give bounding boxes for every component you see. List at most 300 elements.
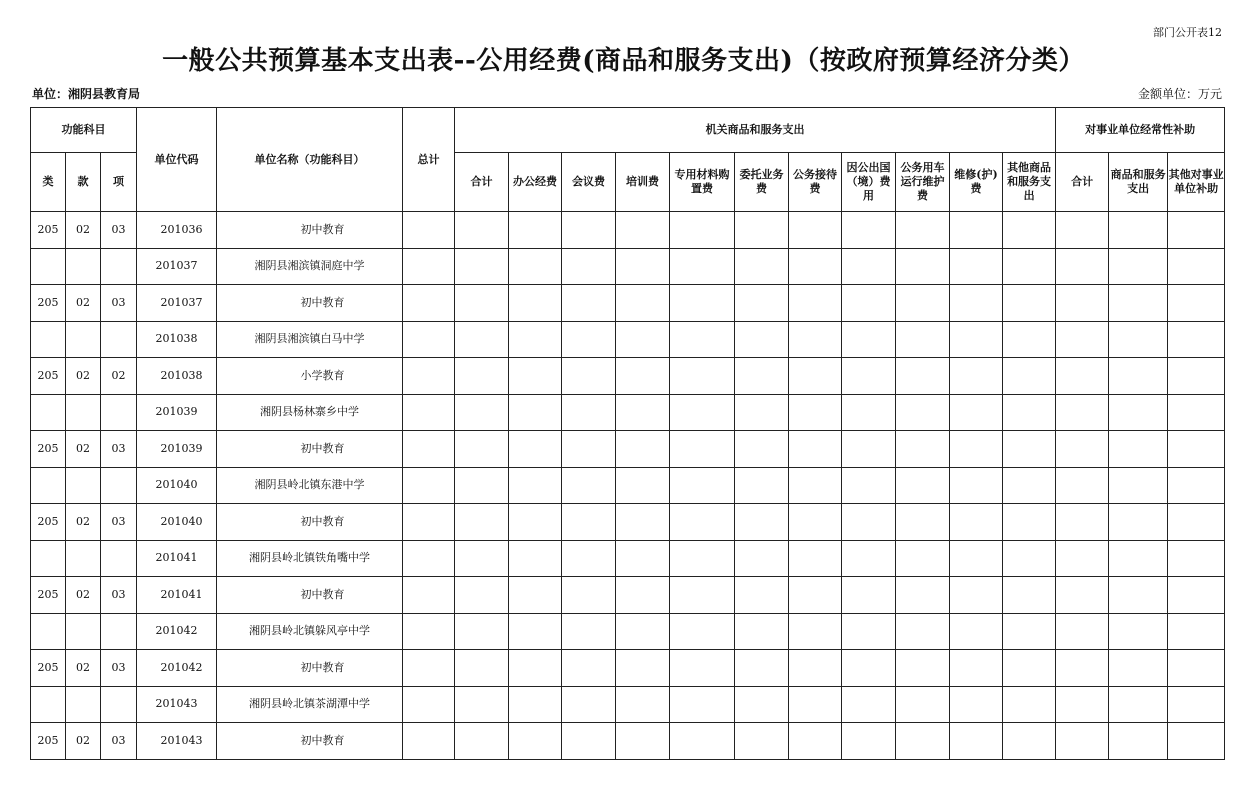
cell-amount [735, 248, 789, 285]
cell-amount [403, 431, 455, 468]
cell-unit-name: 初中教育 [217, 723, 403, 760]
cell-amount [509, 504, 562, 541]
cell-xiang: 03 [101, 285, 137, 322]
header-agency-col: 会议费 [562, 153, 616, 212]
cell-amount [789, 394, 842, 431]
cell-xiang [101, 540, 137, 577]
cell-unit-code: 201039 [137, 431, 217, 468]
cell-amount [1056, 504, 1109, 541]
cell-kuan: 02 [66, 577, 101, 614]
table-row [31, 358, 1225, 395]
cell-amount [842, 540, 896, 577]
cell-amount [403, 686, 455, 723]
cell-amount [509, 212, 562, 249]
cell-amount [842, 321, 896, 358]
cell-amount [735, 394, 789, 431]
cell-amount [1003, 321, 1056, 358]
cell-amount [842, 212, 896, 249]
cell-kuan: 02 [66, 723, 101, 760]
cell-amount [896, 358, 950, 395]
cell-amount [896, 321, 950, 358]
cell-amount [562, 467, 616, 504]
header-unit-name: 单位名称（功能科目） [217, 108, 403, 212]
header-agency-col: 公务用车运行维护费 [896, 153, 950, 212]
table-row [31, 212, 1225, 249]
cell-kuan [66, 321, 101, 358]
cell-amount [735, 723, 789, 760]
cell-amount [789, 467, 842, 504]
cell-amount [1109, 540, 1168, 577]
cell-amount [1003, 248, 1056, 285]
cell-amount [1056, 540, 1109, 577]
cell-amount [616, 650, 670, 687]
cell-amount [950, 540, 1003, 577]
cell-amount [562, 540, 616, 577]
cell-amount [509, 540, 562, 577]
cell-amount [842, 285, 896, 322]
cell-amount [950, 358, 1003, 395]
cell-amount [789, 650, 842, 687]
cell-amount [403, 285, 455, 322]
cell-amount [842, 504, 896, 541]
header-agency-col: 委托业务费 [735, 153, 789, 212]
cell-amount [896, 431, 950, 468]
cell-amount [616, 248, 670, 285]
header-agency-col: 其他商品和服务支出 [1003, 153, 1056, 212]
table-row [31, 504, 1225, 541]
cell-unit-code: 201043 [137, 686, 217, 723]
header-function-subject: 功能科目 [31, 108, 137, 153]
cell-unit-code: 201043 [137, 723, 217, 760]
cell-lei: 205 [31, 504, 66, 541]
cell-amount [670, 577, 735, 614]
cell-amount [455, 577, 509, 614]
cell-amount [789, 504, 842, 541]
cell-xiang: 03 [101, 650, 137, 687]
cell-amount [1003, 613, 1056, 650]
money-unit: 金额单位：万元 [1137, 87, 1222, 101]
cell-amount [455, 394, 509, 431]
cell-xiang: 03 [101, 577, 137, 614]
cell-amount [842, 467, 896, 504]
cell-amount [789, 431, 842, 468]
cell-lei: 205 [31, 650, 66, 687]
cell-amount [562, 285, 616, 322]
header-agency-col: 公务接待费 [789, 153, 842, 212]
cell-kuan: 02 [66, 504, 101, 541]
cell-amount [562, 212, 616, 249]
cell-amount [509, 723, 562, 760]
cell-amount [950, 504, 1003, 541]
cell-amount [896, 686, 950, 723]
cell-amount [509, 321, 562, 358]
cell-unit-code: 201037 [137, 285, 217, 322]
cell-amount [1003, 650, 1056, 687]
cell-amount [616, 540, 670, 577]
cell-amount [616, 686, 670, 723]
cell-amount [1003, 723, 1056, 760]
header-subsidy-group: 对事业单位经常性补助 [1056, 108, 1225, 153]
cell-amount [1168, 321, 1225, 358]
cell-amount [1168, 358, 1225, 395]
table-row [31, 686, 1225, 723]
page-title: 一般公共预算基本支出表--公用经费(商品和服务支出)（按政府预算经济分类） [162, 46, 1085, 76]
cell-amount [509, 431, 562, 468]
cell-amount [455, 686, 509, 723]
cell-lei [31, 467, 66, 504]
cell-xiang: 02 [101, 358, 137, 395]
table-row [31, 394, 1225, 431]
cell-amount [562, 358, 616, 395]
cell-xiang [101, 467, 137, 504]
cell-unit-name: 湘阴县杨林寨乡中学 [217, 394, 403, 431]
cell-xiang [101, 613, 137, 650]
header-subsidy-col: 合计 [1056, 153, 1109, 212]
cell-unit-name: 湘阴县岭北镇东港中学 [217, 467, 403, 504]
cell-amount [842, 431, 896, 468]
cell-amount [1168, 650, 1225, 687]
cell-xiang: 03 [101, 723, 137, 760]
cell-amount [1168, 613, 1225, 650]
cell-amount [1109, 723, 1168, 760]
cell-amount [1109, 248, 1168, 285]
cell-amount [1056, 467, 1109, 504]
header-agency-col: 维修(护)费 [950, 153, 1003, 212]
cell-kuan [66, 394, 101, 431]
cell-amount [1168, 467, 1225, 504]
cell-amount [455, 540, 509, 577]
header-xiang: 项 [101, 153, 137, 212]
header-unit-code: 单位代码 [137, 108, 217, 212]
cell-unit-code: 201038 [137, 321, 217, 358]
cell-amount [842, 248, 896, 285]
cell-amount [1109, 394, 1168, 431]
cell-amount [896, 650, 950, 687]
cell-amount [735, 650, 789, 687]
header-agency-col: 办公经费 [509, 153, 562, 212]
cell-amount [896, 394, 950, 431]
cell-lei: 205 [31, 358, 66, 395]
cell-kuan: 02 [66, 431, 101, 468]
cell-unit-code: 201038 [137, 358, 217, 395]
cell-amount [1168, 540, 1225, 577]
cell-unit-name: 初中教育 [217, 431, 403, 468]
cell-amount [403, 394, 455, 431]
cell-amount [1003, 577, 1056, 614]
cell-amount [1168, 686, 1225, 723]
header-agency-col: 专用材料购置费 [670, 153, 735, 212]
cell-amount [1168, 212, 1225, 249]
table-row [31, 613, 1225, 650]
cell-amount [896, 577, 950, 614]
cell-xiang [101, 686, 137, 723]
cell-lei [31, 321, 66, 358]
cell-amount [616, 358, 670, 395]
cell-amount [896, 212, 950, 249]
cell-amount [842, 358, 896, 395]
cell-lei: 205 [31, 723, 66, 760]
cell-amount [455, 723, 509, 760]
cell-amount [1109, 686, 1168, 723]
cell-amount [735, 358, 789, 395]
header-total: 总计 [403, 108, 455, 212]
cell-amount [789, 248, 842, 285]
cell-amount [1168, 723, 1225, 760]
cell-amount [950, 467, 1003, 504]
cell-amount [1109, 212, 1168, 249]
cell-amount [842, 394, 896, 431]
header-kuan: 款 [66, 153, 101, 212]
cell-amount [735, 321, 789, 358]
cell-kuan: 02 [66, 212, 101, 249]
cell-amount [403, 650, 455, 687]
cell-amount [842, 650, 896, 687]
cell-amount [842, 686, 896, 723]
cell-lei: 205 [31, 285, 66, 322]
cell-amount [950, 723, 1003, 760]
cell-amount [403, 321, 455, 358]
cell-amount [735, 212, 789, 249]
cell-amount [455, 504, 509, 541]
cell-amount [455, 212, 509, 249]
cell-unit-name: 湘阴县岭北镇躲风亭中学 [217, 613, 403, 650]
cell-amount [1168, 285, 1225, 322]
cell-amount [735, 504, 789, 541]
cell-amount [1056, 686, 1109, 723]
header-agency-col: 培训费 [616, 153, 670, 212]
cell-amount [403, 358, 455, 395]
header-agency-col: 合计 [455, 153, 509, 212]
cell-amount [896, 467, 950, 504]
cell-amount [1168, 504, 1225, 541]
cell-kuan: 02 [66, 650, 101, 687]
cell-amount [789, 723, 842, 760]
header-lei: 类 [31, 153, 66, 212]
cell-kuan [66, 540, 101, 577]
cell-kuan [66, 467, 101, 504]
cell-amount [403, 504, 455, 541]
table-row [31, 723, 1225, 760]
cell-xiang: 03 [101, 431, 137, 468]
cell-amount [1003, 285, 1056, 322]
cell-amount [950, 431, 1003, 468]
cell-lei [31, 540, 66, 577]
cell-unit-code: 201041 [137, 577, 217, 614]
cell-amount [616, 321, 670, 358]
cell-amount [455, 650, 509, 687]
cell-amount [1056, 394, 1109, 431]
table-row [31, 248, 1225, 285]
cell-amount [670, 431, 735, 468]
cell-amount [735, 467, 789, 504]
cell-amount [455, 321, 509, 358]
cell-unit-name: 湘阴县湘滨镇洞庭中学 [217, 248, 403, 285]
cell-amount [403, 248, 455, 285]
cell-unit-code: 201041 [137, 540, 217, 577]
cell-lei [31, 613, 66, 650]
cell-xiang [101, 248, 137, 285]
cell-amount [562, 504, 616, 541]
cell-amount [950, 577, 1003, 614]
cell-amount [562, 321, 616, 358]
cell-amount [950, 321, 1003, 358]
cell-amount [789, 540, 842, 577]
cell-unit-code: 201037 [137, 248, 217, 285]
cell-amount [896, 248, 950, 285]
cell-amount [1056, 212, 1109, 249]
cell-amount [670, 248, 735, 285]
cell-amount [735, 285, 789, 322]
cell-amount [670, 686, 735, 723]
cell-lei: 205 [31, 431, 66, 468]
doc-tag: 部门公开表12 [1153, 26, 1222, 39]
cell-amount [735, 613, 789, 650]
cell-xiang: 03 [101, 504, 137, 541]
table-row [31, 540, 1225, 577]
cell-amount [1056, 431, 1109, 468]
cell-amount [670, 321, 735, 358]
cell-amount [403, 467, 455, 504]
cell-amount [455, 613, 509, 650]
cell-unit-name: 初中教育 [217, 650, 403, 687]
cell-amount [789, 321, 842, 358]
cell-amount [950, 285, 1003, 322]
cell-amount [896, 613, 950, 650]
cell-amount [509, 248, 562, 285]
cell-amount [842, 723, 896, 760]
cell-unit-code: 201040 [137, 504, 217, 541]
cell-amount [1056, 248, 1109, 285]
cell-amount [1003, 540, 1056, 577]
cell-amount [509, 613, 562, 650]
cell-amount [1109, 650, 1168, 687]
cell-amount [562, 394, 616, 431]
cell-amount [562, 577, 616, 614]
cell-lei: 205 [31, 577, 66, 614]
cell-amount [1056, 613, 1109, 650]
cell-amount [842, 577, 896, 614]
cell-amount [950, 248, 1003, 285]
cell-kuan [66, 686, 101, 723]
budget-table [30, 107, 1225, 760]
cell-unit-name: 初中教育 [217, 285, 403, 322]
cell-amount [670, 467, 735, 504]
cell-amount [1109, 577, 1168, 614]
cell-amount [616, 504, 670, 541]
header-subsidy-col: 其他对事业单位补助 [1168, 153, 1225, 212]
cell-amount [1109, 285, 1168, 322]
cell-amount [1003, 467, 1056, 504]
cell-amount [562, 431, 616, 468]
cell-amount [950, 613, 1003, 650]
cell-amount [509, 686, 562, 723]
cell-amount [735, 686, 789, 723]
cell-amount [670, 504, 735, 541]
cell-amount [670, 723, 735, 760]
cell-amount [509, 358, 562, 395]
cell-amount [950, 212, 1003, 249]
cell-amount [1056, 577, 1109, 614]
cell-amount [1109, 431, 1168, 468]
cell-amount [455, 431, 509, 468]
cell-amount [403, 577, 455, 614]
cell-amount [789, 212, 842, 249]
table-row [31, 467, 1225, 504]
header-subsidy-col: 商品和服务支出 [1109, 153, 1168, 212]
cell-lei [31, 686, 66, 723]
cell-amount [1003, 394, 1056, 431]
cell-xiang [101, 321, 137, 358]
cell-kuan [66, 613, 101, 650]
cell-amount [789, 613, 842, 650]
cell-unit-code: 201036 [137, 212, 217, 249]
cell-amount [670, 650, 735, 687]
cell-amount [562, 723, 616, 760]
cell-kuan: 02 [66, 358, 101, 395]
cell-amount [950, 686, 1003, 723]
cell-amount [403, 540, 455, 577]
cell-amount [950, 650, 1003, 687]
cell-amount [616, 577, 670, 614]
cell-amount [509, 394, 562, 431]
cell-amount [735, 540, 789, 577]
cell-amount [950, 394, 1003, 431]
cell-amount [1003, 431, 1056, 468]
cell-amount [789, 577, 842, 614]
cell-amount [616, 613, 670, 650]
cell-unit-code: 201042 [137, 613, 217, 650]
header-agency-col: 因公出国（境）费用 [842, 153, 896, 212]
cell-amount [509, 577, 562, 614]
cell-amount [896, 540, 950, 577]
cell-xiang: 03 [101, 212, 137, 249]
cell-amount [455, 285, 509, 322]
cell-amount [789, 358, 842, 395]
cell-amount [735, 577, 789, 614]
cell-amount [616, 285, 670, 322]
cell-amount [670, 613, 735, 650]
cell-amount [670, 285, 735, 322]
cell-unit-name: 初中教育 [217, 212, 403, 249]
cell-amount [403, 723, 455, 760]
cell-amount [1003, 686, 1056, 723]
cell-amount [509, 285, 562, 322]
cell-amount [1109, 321, 1168, 358]
cell-amount [455, 248, 509, 285]
cell-amount [562, 650, 616, 687]
cell-amount [616, 394, 670, 431]
cell-amount [1056, 723, 1109, 760]
cell-lei [31, 248, 66, 285]
cell-unit-code: 201042 [137, 650, 217, 687]
cell-amount [403, 613, 455, 650]
cell-unit-code: 201040 [137, 467, 217, 504]
cell-amount [562, 248, 616, 285]
cell-amount [562, 613, 616, 650]
cell-amount [616, 467, 670, 504]
cell-amount [1109, 613, 1168, 650]
cell-amount [1003, 212, 1056, 249]
cell-kuan: 02 [66, 285, 101, 322]
cell-unit-name: 湘阴县岭北镇铁角嘴中学 [217, 540, 403, 577]
cell-amount [616, 212, 670, 249]
cell-kuan [66, 248, 101, 285]
cell-amount [1109, 467, 1168, 504]
cell-amount [670, 358, 735, 395]
cell-amount [1168, 394, 1225, 431]
cell-amount [896, 723, 950, 760]
cell-amount [403, 212, 455, 249]
